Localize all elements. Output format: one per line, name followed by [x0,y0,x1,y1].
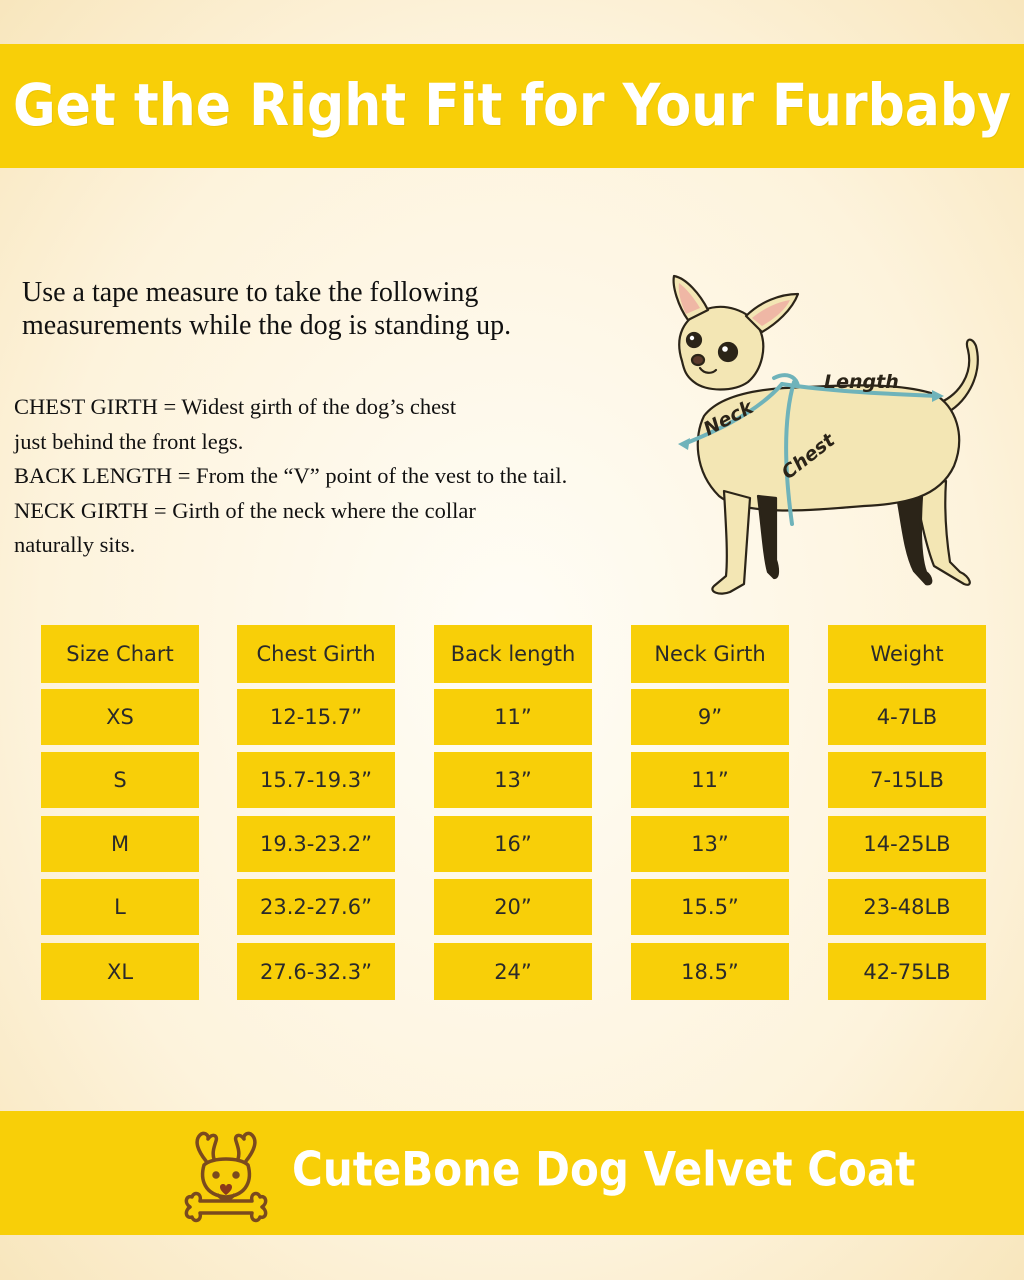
footer-banner [0,1111,1024,1235]
table-cell: 11” [631,752,789,808]
table-cell: S [41,752,199,808]
table-cell: 13” [434,752,592,808]
neck-label: Neck [700,396,757,441]
definition-line: CHEST GIRTH = Widest girth of the dog’s chest [14,394,457,419]
definition-line: BACK LENGTH = From the “V” point of the vest to the tail. [14,463,568,488]
chihuahua-measurement-diagram [664,266,1004,606]
dog-bone-logo-icon [176,1121,276,1225]
column-header: Neck Girth [631,625,789,683]
table-cell: 42-75LB [828,943,986,1000]
table-cell: 24” [434,943,592,1000]
table-cell: 20” [434,879,592,935]
intro-text [22,276,511,342]
header-banner [0,44,1024,168]
table-cell: 12-15.7” [237,689,395,745]
table-cell: 27.6-32.3” [237,943,395,1000]
table-cell: 11” [434,689,592,745]
column-header: Back length [434,625,592,683]
table-cell: 7-15LB [828,752,986,808]
table-cell: 15.5” [631,879,789,935]
intro-line-1: Use a tape measure to take the following [22,277,479,308]
table-cell: 23.2-27.6” [237,879,395,935]
table-cell: 15.7-19.3” [237,752,395,808]
intro-line-2: measurements while the dog is standing up. [22,310,512,341]
definition-line: naturally sits. [14,532,136,557]
table-cell: 19.3-23.2” [237,816,395,872]
page-title: Get the Right Fit for Your Furbaby [12,72,1012,140]
table-cell: 4-7LB [828,689,986,745]
table-cell: 16” [434,816,592,872]
definition-line: NECK GIRTH = Girth of the neck where the collar [14,497,476,523]
column-header: Weight [828,625,986,683]
table-cell: M [41,816,199,872]
table-cell: 9” [631,689,789,745]
table-cell: 18.5” [631,943,789,1000]
table-cell: L [41,879,199,935]
length-label: Length [824,371,899,393]
table-cell: 14-25LB [828,816,986,872]
table-cell: XS [41,689,199,745]
table-cell: XL [41,943,199,1000]
measurement-definitions [14,390,567,563]
brand-name: CuteBone Dog Velvet Coat [292,1142,916,1197]
column-header: Chest Girth [237,625,395,683]
table-cell: 23-48LB [828,879,986,935]
table-cell: 13” [631,816,789,872]
column-header: Size Chart [41,625,199,683]
definition-line: just behind the front legs. [14,428,244,454]
chest-label: Chest [777,429,839,484]
